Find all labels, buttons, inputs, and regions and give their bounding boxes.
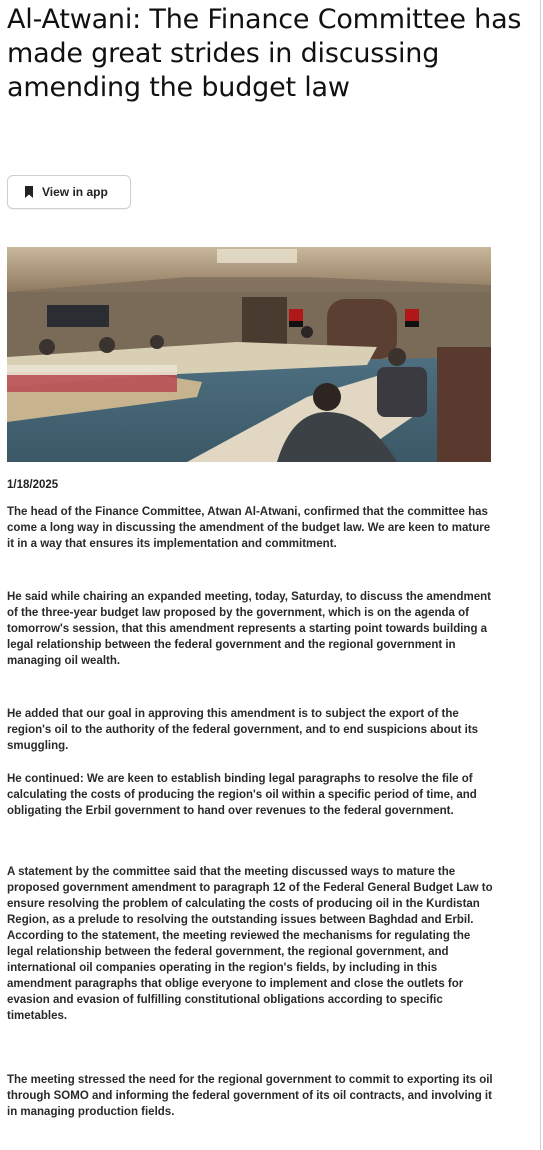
article-paragraph: He said while chairing an expanded meeting, today, Saturday, to discuss the amendment of the three-year budget law proposed by the government, which is on the agenda of tomorrow's session, that this amendment represents a starting point towards building a legal relationship between the federal government and the regional government in managing oil wealth.	[7, 591, 491, 667]
meeting-room-photo	[7, 247, 491, 462]
article-paragraph: The head of the Finance Committee, Atwan Al-Atwani, confirmed that the committee has come a long way in discussing the amendment of the budget law. We are keen to mature it in a way that ensures its implementation and commitment.	[7, 506, 491, 550]
article-title: Al-Atwani: The Finance Committee has made great strides in discussing amending the budget law	[7, 4, 522, 103]
article-date: 1/18/2025	[7, 479, 59, 491]
bookmark-icon	[24, 186, 34, 198]
view-in-app-label: View in app	[42, 185, 108, 199]
article-paragraph: The meeting stressed the need for the regional government to commit to exporting its oil through SOMO and informing the federal government of its oil contracts, and involving it in managing production fields.	[7, 1074, 493, 1118]
article-paragraph: A statement by the committee said that the meeting discussed ways to mature the proposed government amendment to paragraph 12 of the Federal General Budget Law to ensure resolving the problem of calculating the costs of producing oil in the Kurdistan Region, as a prelude to resolving the outstanding issues between Baghdad and Erbil. According to the statement, the meeting reviewed the mechanisms for regulating the legal relationship between the federal government, the regional government, and international oil companies operating in the region's fields, by including in this amendment paragraphs that oblige everyone to implement and close the outlets for evasion and evasion of fulfilling constitutional obligations according to specific timetables.	[7, 866, 493, 1022]
view-in-app-button[interactable]	[7, 175, 131, 209]
article-paragraph: He continued: We are keen to establish binding legal paragraphs to resolve the file of calculating the costs of producing the region's oil within a specific period of time, and obligating the Erbil government to hand over revenues to the federal government.	[7, 773, 477, 817]
article-paragraph: He added that our goal in approving this amendment is to subject the export of the region's oil to the authority of the federal government, and to end suspicions about its smuggling.	[7, 708, 479, 752]
article-photo	[7, 247, 491, 462]
